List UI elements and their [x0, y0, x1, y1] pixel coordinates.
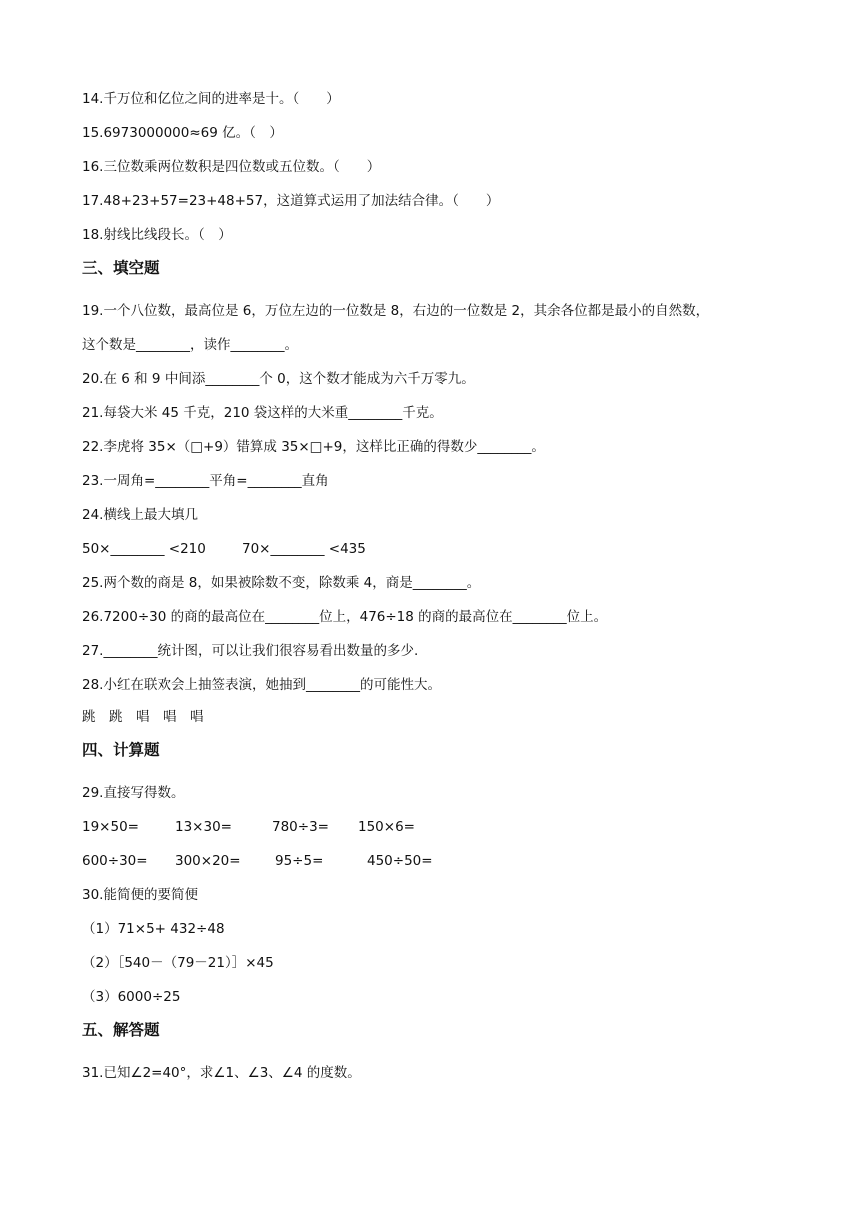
- question-21: 21.每袋大米 45 千克，210 袋这样的大米重________千克。: [82, 405, 443, 421]
- section-heading-calculation: 四、计算题: [82, 741, 160, 759]
- question-31: 31.已知∠2=40°，求∠1、∠3、∠4 的度数。: [82, 1065, 361, 1081]
- question-23: 23.一周角=________平角=________直角: [82, 473, 329, 489]
- question-18: 18.射线比线段长。（ ）: [82, 227, 232, 243]
- calc-item: 600÷30=: [82, 853, 148, 869]
- question-22: 22.李虎将 35×（□+9）错算成 35×□+9，这样比正确的得数少________。: [82, 439, 545, 455]
- question-16: 16.三位数乘两位数积是四位数或五位数。（ ）: [82, 159, 381, 175]
- question-30-part1: （1）71×5+ 432÷48: [82, 921, 225, 937]
- question-29: 29.直接写得数。: [82, 785, 185, 801]
- question-19-line2: 这个数是________，读作________。: [82, 337, 298, 353]
- calc-item: 780÷3=: [272, 819, 329, 835]
- question-15: 15.6973000000≈69 亿。（ ）: [82, 125, 283, 141]
- calc-item: 19×50=: [82, 819, 139, 835]
- question-24-blank-b: 70×________ <435: [242, 541, 366, 557]
- question-24-blank-a: 50×________ <210: [82, 541, 206, 557]
- question-28: 28.小红在联欢会上抽签表演，她抽到________的可能性大。: [82, 677, 441, 693]
- question-27: 27.________统计图，可以让我们很容易看出数量的多少.: [82, 643, 419, 659]
- question-26: 26.7200÷30 的商的最高位在________位上，476÷18 的商的最高位在________位上。: [82, 609, 608, 625]
- question-24: 24.横线上最大填几: [82, 507, 198, 523]
- question-30-part3: （3）6000÷25: [82, 989, 181, 1005]
- calc-item: 450÷50=: [367, 853, 433, 869]
- section-heading-answer: 五、解答题: [82, 1021, 160, 1039]
- question-17: 17.48+23+57=23+48+57，这道算式运用了加法结合律。（ ）: [82, 193, 500, 209]
- question-30: 30.能简便的要简便: [82, 887, 198, 903]
- calc-item: 300×20=: [175, 853, 241, 869]
- section-heading-fill-blank: 三、填空题: [82, 259, 160, 277]
- question-25: 25.两个数的商是 8，如果被除数不变，除数乘 4，商是________。: [82, 575, 481, 591]
- question-30-part2: （2）［540－（79－21）］×45: [82, 955, 274, 971]
- calc-item: 150×6=: [358, 819, 415, 835]
- question-28-options: 跳 跳 唱 唱 唱: [82, 709, 204, 725]
- question-19-line1: 19.一个八位数，最高位是 6，万位左边的一位数是 8，右边的一位数是 2，其余各位都是最小的自然数，: [82, 303, 710, 319]
- question-20: 20.在 6 和 9 中间添________个 0，这个数才能成为六千万零九。: [82, 371, 475, 387]
- question-14: 14.千万位和亿位之间的进率是十。（ ）: [82, 91, 340, 107]
- calc-item: 13×30=: [175, 819, 232, 835]
- calc-item: 95÷5=: [275, 853, 324, 869]
